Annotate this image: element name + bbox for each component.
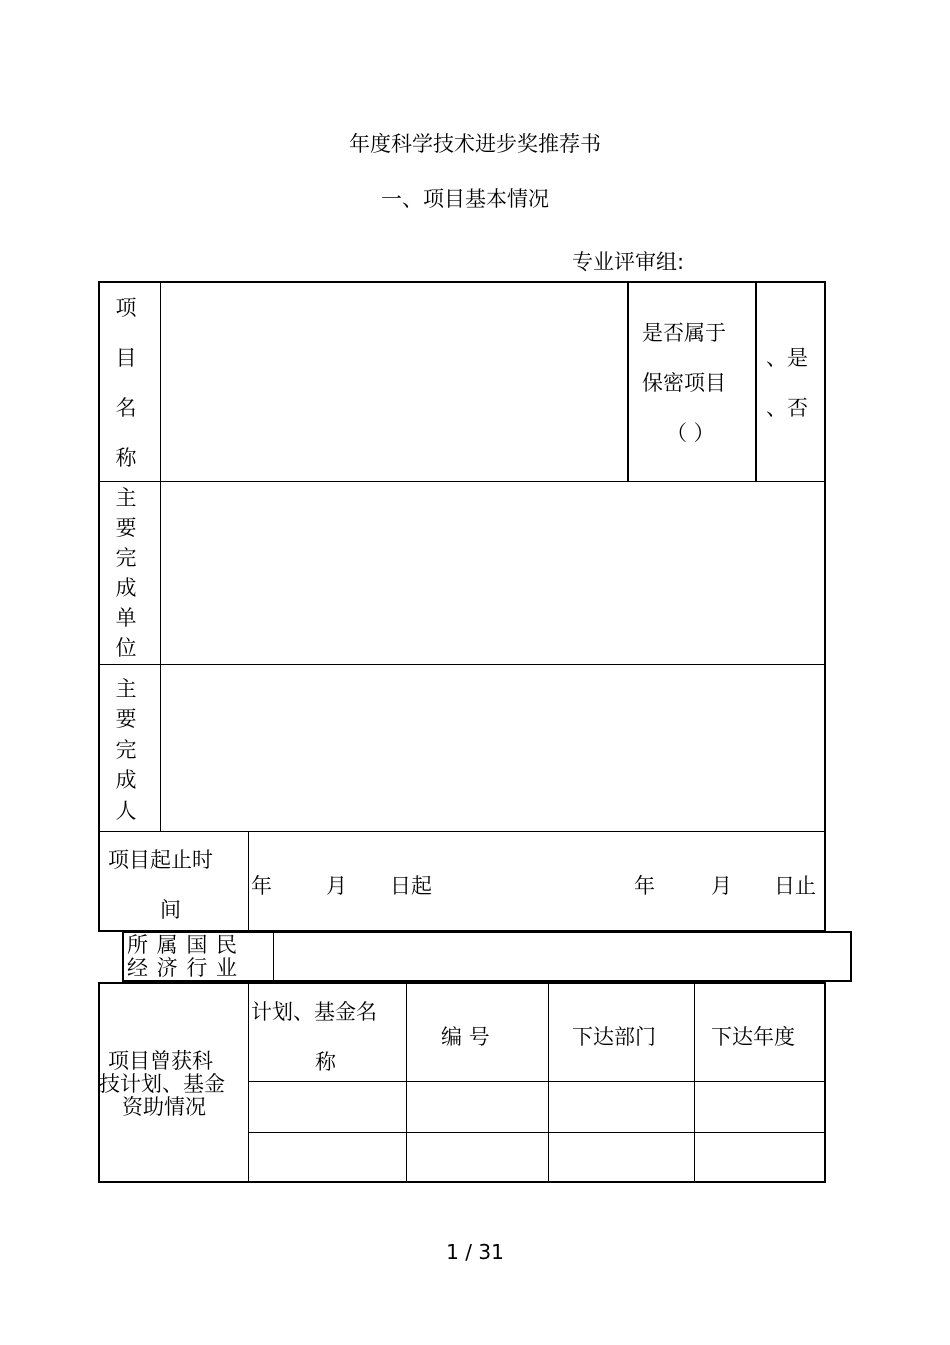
funding-cell[interactable] [550, 1083, 693, 1131]
project-name-field[interactable] [162, 283, 626, 480]
period-field[interactable]: 年 月 日起 年 月 日止 [251, 874, 816, 898]
funding-cell[interactable] [408, 1134, 547, 1180]
main-persons-field[interactable] [162, 666, 824, 830]
label-char: 项 [115, 296, 137, 320]
label-char: 称 [115, 446, 137, 470]
column-number: 编 号 [441, 1025, 490, 1049]
option-no[interactable]: 、否 [766, 396, 808, 420]
funding-cell[interactable] [250, 1083, 405, 1131]
document-title: 年度科学技术进步奖推荐书 [349, 132, 601, 156]
section-heading: 一、项目基本情况 [381, 187, 549, 211]
column-plan-name-cont: 称 [315, 1050, 336, 1074]
funding-cell[interactable] [408, 1083, 547, 1131]
funding-cell[interactable] [696, 1134, 823, 1180]
funding-cell[interactable] [696, 1083, 823, 1131]
funding-cell[interactable] [550, 1134, 693, 1180]
column-issuing-year: 下达年度 [711, 1025, 795, 1049]
label-char: 目 [115, 346, 137, 370]
industry-field[interactable] [275, 933, 849, 979]
column-issuing-dept: 下达部门 [572, 1025, 656, 1049]
main-units-field[interactable] [162, 483, 824, 663]
review-group-label: 专业评审组: [572, 250, 685, 274]
option-yes[interactable]: 、是 [766, 346, 808, 370]
label-char: 名 [115, 396, 137, 420]
page-number: 1 / 31 [446, 1240, 504, 1264]
funding-cell[interactable] [250, 1134, 405, 1180]
column-plan-name: 计划、基金名 [251, 1000, 377, 1024]
